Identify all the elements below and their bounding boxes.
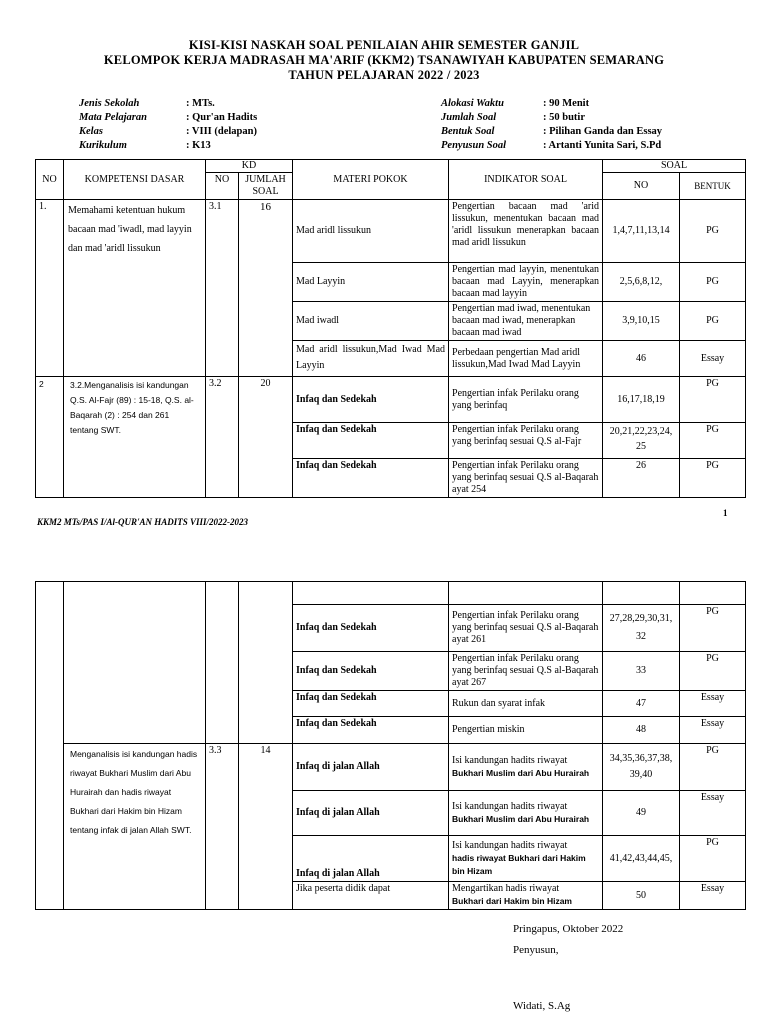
signature-place-date: Pringapus, Oktober 2022 [513, 923, 624, 935]
header-soal-no: NO [603, 173, 680, 200]
meta-value: : Artanti Yunita Sari, S.Pd [543, 140, 662, 151]
indikator-text: hadis riwayat Bukhari dari Hakim bin Hizam [452, 852, 586, 876]
indikator-cell: Pengertian infak Perilaku orang yang berinfaq sesuai Q.S al-Baqarah ayat 261 [449, 605, 603, 652]
meta-key: Bentuk Soal [441, 126, 495, 137]
kompetensi-dasar-cell [64, 582, 206, 744]
row-number: 1. [36, 200, 64, 377]
indikator-cell: Pengertian infak Perilaku orang yang berinfaq [449, 377, 603, 423]
meta-value: : 90 Menit [543, 98, 590, 109]
indikator-cell: Pengertian infak Perilaku orang yang berinfaq sesuai Q.S al-Fajr [449, 423, 603, 459]
soal-numbers-cell: 3,9,10,15 [603, 302, 680, 341]
bentuk-cell: PG [680, 459, 746, 498]
kd-number-cell: 3.1 [206, 200, 239, 377]
indikator-text: Bukhari dari Hakim bin Hizam [452, 896, 572, 906]
soal-numbers-cell: 48 [603, 717, 680, 744]
bentuk-cell: Essay [680, 717, 746, 744]
materi-cell: Mad iwadl [293, 302, 449, 341]
soal-numbers-cell: 34,35,36,37,38, 39,40 [603, 744, 680, 791]
header-no: NO [36, 160, 64, 200]
soal-numbers-cell: 47 [603, 691, 680, 717]
materi-cell: Infaq di jalan Allah [293, 791, 449, 836]
materi-cell [293, 582, 449, 605]
materi-cell: Infaq dan Sedekah [293, 717, 449, 744]
meta-value: : K13 [186, 140, 211, 151]
meta-key: Jenis Sekolah [79, 98, 140, 109]
row-number [36, 582, 64, 910]
kd-number-cell: 3.3 [206, 744, 239, 910]
soal-numbers-cell: 49 [603, 791, 680, 836]
indikator-cell: Pengertian mad iwad, menentukan bacaan mad iwad, menerapkan bacaan mad iwad [449, 302, 603, 341]
kompetensi-dasar-cell: Memahami ketentuan hukum bacaan mad 'iwadl, mad layyin dan mad 'aridl lissukun [64, 200, 206, 377]
indikator-text: Bukhari Muslim dari Abu Hurairah [452, 813, 590, 824]
bentuk-cell: PG [680, 744, 746, 791]
materi-cell: Jika peserta didik dapat [293, 882, 449, 910]
materi-cell: Infaq di jalan Allah [293, 836, 449, 882]
materi-cell: Mad aridl lissukun,Mad Iwad Mad Layyin [293, 341, 449, 377]
meta-key: Alokasi Waktu [441, 98, 504, 109]
soal-numbers-cell: 20,21,22,23,24, 25 [603, 423, 680, 459]
indikator-cell [449, 836, 603, 882]
meta-value: : VIII (delapan) [186, 126, 257, 137]
kisi-kisi-table-1 [35, 159, 746, 498]
indikator-cell: Pengertian infak Perilaku orang yang berinfaq sesuai Q.S al-Baqarah ayat 267 [449, 652, 603, 691]
header-materi-pokok: MATERI POKOK [293, 160, 449, 200]
indikator-text: Isi kandungan hadits riwayat [452, 839, 568, 851]
bentuk-cell: PG [680, 200, 746, 263]
kd-number-cell [206, 582, 239, 744]
meta-value: : Pilihan Ganda dan Essay [543, 126, 663, 137]
materi-cell: Infaq dan Sedekah [293, 423, 449, 459]
soal-numbers-cell: 41,42,43,44,45, [603, 836, 680, 882]
materi-cell: Infaq di jalan Allah [293, 744, 449, 791]
title-line-1: KISI-KISI NASKAH SOAL PENILAIAN AHIR SEMESTER GANJIL [188, 38, 580, 52]
header-bentuk: BENTUK [680, 173, 746, 200]
document-title [0, 38, 768, 83]
bentuk-cell: PG [680, 263, 746, 302]
header-indikator-soal: INDIKATOR SOAL [449, 160, 603, 200]
header-kd-no: NO [206, 173, 239, 200]
materi-cell: Infaq dan Sedekah [293, 459, 449, 498]
indikator-cell [449, 791, 603, 836]
signature-role: Penyusun, [513, 944, 559, 956]
indikator-cell [449, 882, 603, 910]
jumlah-soal-cell: 14 [239, 744, 293, 910]
indikator-cell: Pengertian miskin [449, 717, 603, 744]
bentuk-cell: PG [680, 605, 746, 652]
page-number: 1 [723, 508, 728, 518]
kompetensi-dasar-cell: Menganalisis isi kandungan hadis riwayat Bukhari Muslim dari Abu Hurairah dan hadis riwayat Bukhari dari Hakim bin Hizam tentang infak di jalan Allah SWT. [64, 744, 206, 910]
bentuk-cell: Essay [680, 691, 746, 717]
indikator-cell: Pengertian bacaan mad 'arid lissukun, menentukan bacaan mad 'aridl lissukun menerapkan bacaan mad aridl lissukun [449, 200, 603, 263]
meta-left [79, 97, 257, 153]
bentuk-cell: PG [680, 423, 746, 459]
bentuk-cell: Essay [680, 882, 746, 910]
meta-key: Jumlah Soal [441, 112, 497, 123]
soal-numbers-cell: 33 [603, 652, 680, 691]
kd-number-cell: 3.2 [206, 377, 239, 498]
jumlah-soal-cell [239, 582, 293, 744]
row-number: 2 [36, 377, 64, 498]
indikator-cell: Rukun dan syarat infak [449, 691, 603, 717]
header-kd: KD [206, 160, 293, 173]
bentuk-cell: PG [680, 377, 746, 423]
meta-value: : Qur'an Hadits [186, 112, 258, 123]
meta-value: : 50 butir [543, 112, 585, 123]
kompetensi-dasar-cell: 3.2.Menganalisis isi kandungan Q.S. Al-Fajr (89) : 15-18, Q.S. al-Baqarah (2) : 254 dan 261 tentang SWT. [64, 377, 206, 498]
indikator-text: Mengartikan hadis riwayat [452, 883, 560, 894]
meta-right [441, 97, 662, 153]
materi-cell: Infaq dan Sedekah [293, 605, 449, 652]
kisi-kisi-table-2 [35, 581, 746, 910]
meta-key: Kurikulum [79, 140, 127, 151]
materi-cell: Mad Layyin [293, 263, 449, 302]
bentuk-cell: PG [680, 836, 746, 882]
title-line-3: TAHUN PELAJARAN 2022 / 2023 [288, 68, 480, 82]
bentuk-cell: Essay [680, 341, 746, 377]
materi-cell: Infaq dan Sedekah [293, 691, 449, 717]
indikator-cell: Pengertian infak Perilaku orang yang berinfaq sesuai Q.S al-Baqarah ayat 254 [449, 459, 603, 498]
title-line-2: KELOMPOK KERJA MADRASAH MA'ARIF (KKM2) TSANAWIYAH KABUPATEN SEMARANG [103, 53, 665, 67]
bentuk-cell: PG [680, 302, 746, 341]
indikator-cell: Pengertian mad layyin, menentukan bacaan mad Layyin, menerapkan bacaan mad layyin [449, 263, 603, 302]
soal-numbers-cell: 2,5,6,8,12, [603, 263, 680, 302]
jumlah-soal-cell: 20 [239, 377, 293, 498]
signature-name: Widati, S.Ag [513, 1000, 571, 1012]
soal-numbers-cell: 1,4,7,11,13,14 [603, 200, 680, 263]
indikator-cell: Perbedaan pengertian Mad aridl lissukun,Mad Iwad Mad Layyin [449, 341, 603, 377]
materi-cell: Mad aridl lissukun [293, 200, 449, 263]
bentuk-cell: PG [680, 652, 746, 691]
jumlah-soal-cell: 16 [239, 200, 293, 377]
soal-numbers-cell: 16,17,18,19 [603, 377, 680, 423]
soal-numbers-cell: 26 [603, 459, 680, 498]
indikator-cell [449, 582, 603, 605]
header-kompetensi-dasar: KOMPETENSI DASAR [64, 160, 206, 200]
header-soal: SOAL [603, 160, 746, 173]
meta-key: Penyusun Soal [441, 140, 507, 151]
header-jumlah-soal: JUMLAH SOAL [239, 173, 293, 200]
page-footer: KKM2 MTs/PAS I/Al-QUR'AN HADITS VIII/2022-2023 [37, 517, 249, 527]
bentuk-cell: Essay [680, 791, 746, 836]
indikator-text: Bukhari Muslim dari Abu Hurairah [452, 767, 590, 778]
indikator-cell [449, 744, 603, 791]
soal-numbers-cell: 46 [603, 341, 680, 377]
meta-key: Mata Pelajaran [79, 112, 147, 123]
soal-numbers-cell [603, 582, 680, 605]
bentuk-cell [680, 582, 746, 605]
materi-cell: Infaq dan Sedekah [293, 652, 449, 691]
indikator-text: Isi kandungan hadits riwayat [452, 800, 568, 812]
meta-value: : MTs. [186, 98, 215, 109]
indikator-text: Isi kandungan hadits riwayat [452, 754, 568, 766]
soal-numbers-cell: 27,28,29,30,31, 32 [603, 605, 680, 652]
materi-cell: Infaq dan Sedekah [293, 377, 449, 423]
meta-key: Kelas [79, 126, 103, 137]
soal-numbers-cell: 50 [603, 882, 680, 910]
